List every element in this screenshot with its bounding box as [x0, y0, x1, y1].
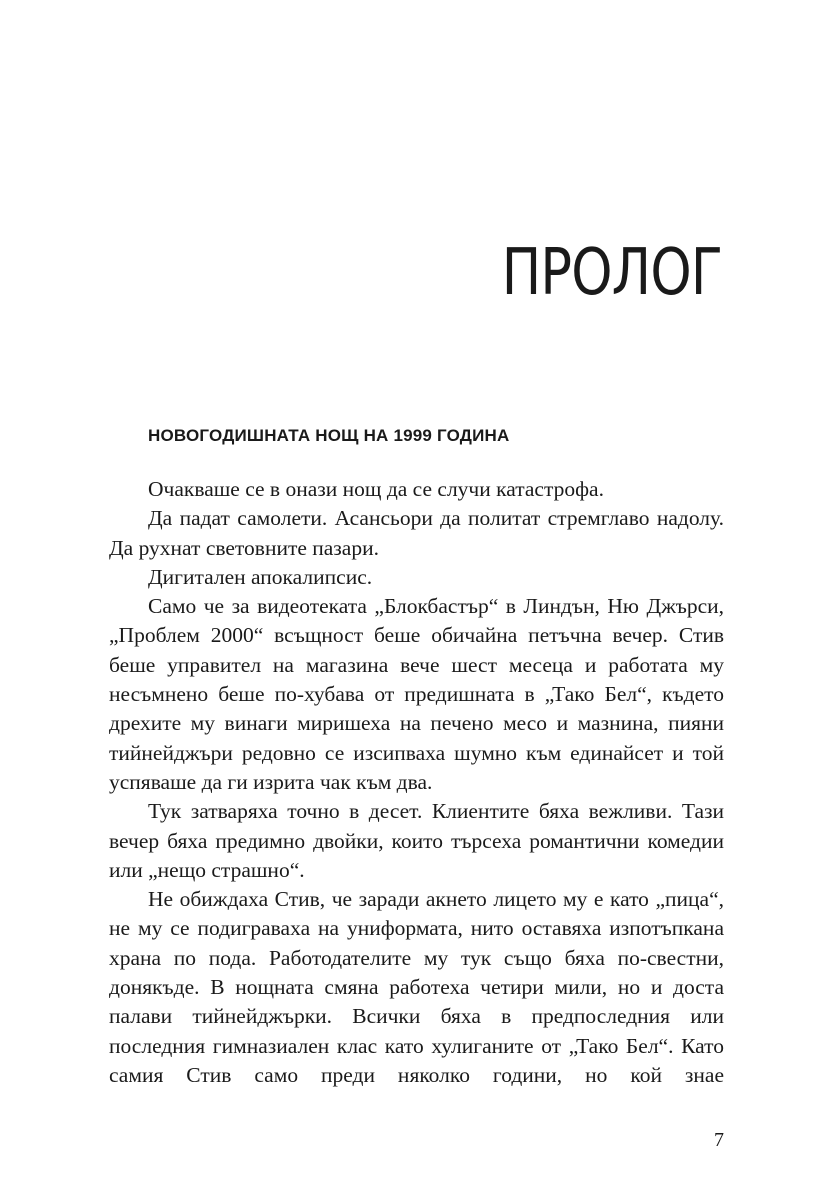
chapter-subheading: НОВОГОДИШНАТА НОЩ НА 1999 ГОДИНА	[148, 426, 510, 445]
paragraph: Само че за видеотеката „Блокбастър“ в Линдън, Ню Джърси, „Проблем 2000“ всъщност беше обичайна петъчна вечер. Стив беше управител на магазина вече шест месеца и работата му несъмнено беше по-хубава от предишната в „Тако Бел“, където дрехите му винаги миришеха на печено месо и мазнина, пияни тийнейджъри редовно се изсипваха шумно към единайсет и той успяваше да ги изрита чак към два.	[109, 594, 724, 794]
body-text	[109, 475, 724, 1090]
paragraph: Да падат самолети. Асансьори да политат стремглаво надолу. Да рухнат световните пазари.	[109, 506, 724, 560]
paragraph: Дигитален апокалипсис.	[148, 564, 373, 589]
paragraph: Очакваше се в онази нощ да се случи катастрофа.	[148, 477, 604, 501]
paragraph: Не обиждаха Стив, че заради акнето лицето му е като „пица“, не му се подиграваха на униформата, нито оставяха изпотъпкана храна по пода. Работодателите му тук също бяха по-свестни, донякъде. В нощната смяна работеха четири мили, но и доста палави тийнейджърки. Всички бяха в предпоследния или последния гимназиален клас като хулиганите от „Тако Бел“. Като самия Стив само преди няколко години, но кой знае	[109, 887, 724, 1087]
page-number: 7	[714, 1129, 724, 1151]
chapter-title: ПРОЛОГ	[501, 236, 722, 310]
paragraph: Тук затваряха точно в десет. Клиентите бяха вежливи. Тази вечер бяха предимно двойки, които търсеха романтични комедии или „нещо страшно“.	[109, 799, 724, 882]
